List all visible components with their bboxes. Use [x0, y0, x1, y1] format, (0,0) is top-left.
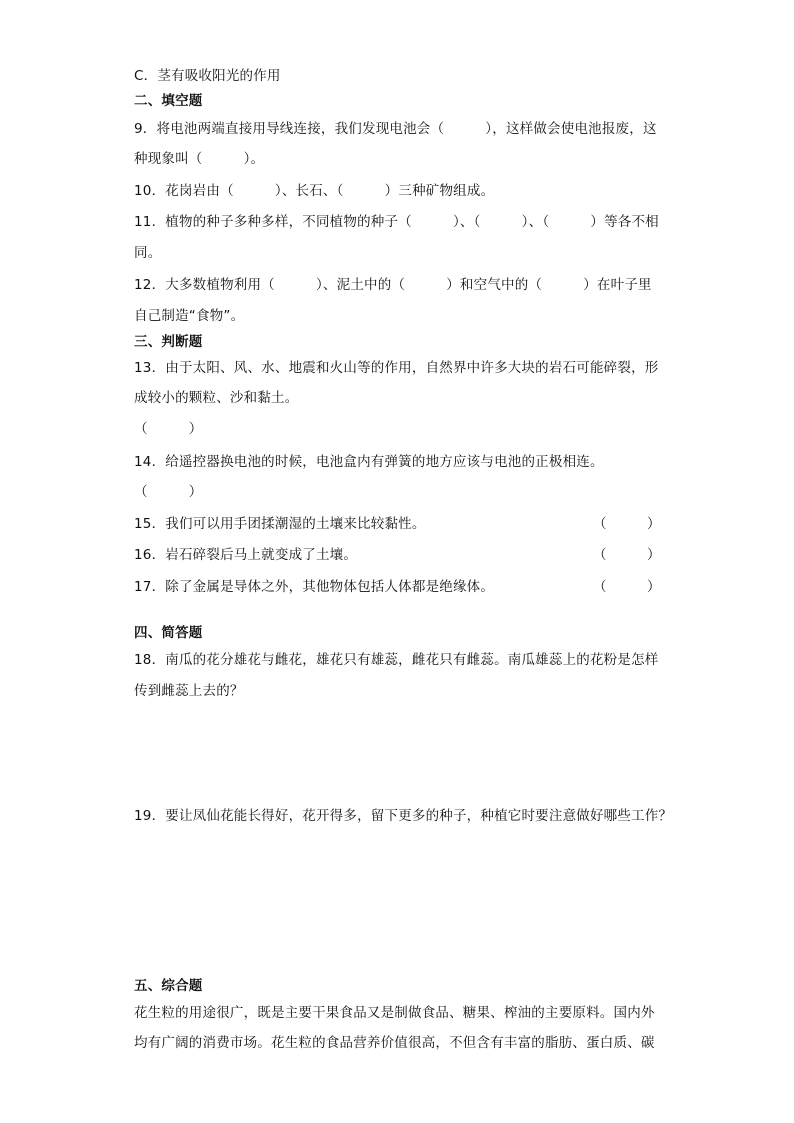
passage-line-1: 花生粒的用途很广，既是主要干果食品又是制做食品、糖果、榨油的主要原料。国内外 — [134, 1005, 655, 1021]
option-c: C．茎有吸收阳光的作用 — [134, 68, 281, 84]
question-15-answer-blank: （ ） — [593, 516, 661, 532]
question-16: 16．岩石碎裂后马上就变成了土壤。 — [134, 547, 358, 563]
section-judge-heading: 三、判断题 — [134, 334, 203, 350]
question-19: 19．要让凤仙花能长得好，花开得多，留下更多的种子，种植它时要注意做好哪些工作？ — [134, 808, 673, 824]
section-comprehensive-heading: 五、综合题 — [134, 978, 203, 994]
question-14-answer-blank: （ ） — [134, 484, 203, 500]
question-11-line-1: 11．植物的种子多种多样，不同植物的种子（ ）、（ ）、（ ）等各不相 — [134, 214, 659, 230]
question-18-line-1: 18．南瓜的花分雄花与雌花，雄花只有雄蕊，雌花只有雌蕊。南瓜雄蕊上的花粉是怎样 — [134, 652, 659, 668]
question-12-line-2: 自己制造“食物”。 — [134, 308, 245, 324]
question-13-line-1: 13．由于太阳、风、水、地震和火山等的作用，自然界中许多大块的岩石可能碎裂，形 — [134, 360, 659, 376]
question-16-answer-blank: （ ） — [593, 547, 661, 563]
section-short-answer-heading: 四、简答题 — [134, 625, 203, 641]
question-13-line-2: 成较小的颗粒、沙和黏土。 — [134, 390, 299, 406]
question-9-line-2: 种现象叫（ ）。 — [134, 151, 265, 167]
question-13-answer-blank: （ ） — [134, 421, 203, 437]
question-12-line-1: 12．大多数植物利用（ ）、泥土中的（ ）和空气中的（ ）在叶子里 — [134, 277, 652, 293]
section-fill-blank-heading: 二、填空题 — [134, 93, 203, 109]
question-17: 17．除了金属是导体之外，其他物体包括人体都是绝缘体。 — [134, 579, 495, 595]
question-15: 15．我们可以用手团揉潮湿的土壤来比较黏性。 — [134, 516, 426, 532]
question-10: 10．花岗岩由（ ）、长石、（ ）三种矿物组成。 — [134, 183, 495, 199]
question-18-line-2: 传到雌蕊上去的？ — [134, 683, 244, 699]
question-14: 14．给遥控器换电池的时候，电池盒内有弹簧的地方应该与电池的正极相连。 — [134, 454, 604, 470]
passage-line-2: 均有广阔的消费市场。花生粒的食品营养价值很高，不但含有丰富的脂肪、蛋白质、碳 — [134, 1035, 655, 1051]
question-17-answer-blank: （ ） — [593, 579, 661, 595]
question-11-line-2: 同。 — [134, 245, 162, 261]
question-9-line-1: 9．将电池两端直接用导线连接，我们发现电池会（ ），这样做会使电池报废，这 — [134, 121, 657, 137]
